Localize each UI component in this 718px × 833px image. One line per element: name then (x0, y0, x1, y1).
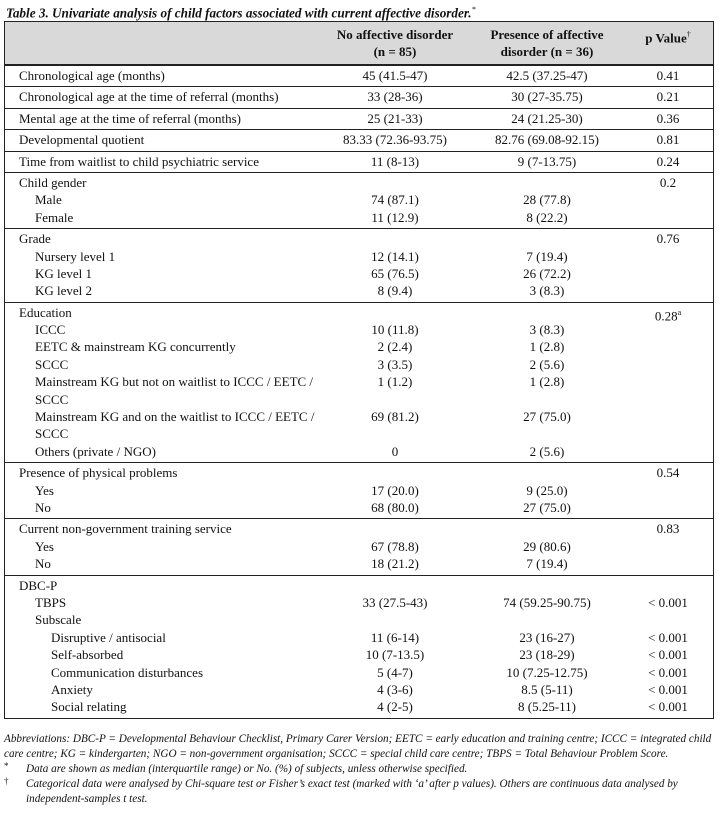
footnote-data-format: * Data are shown as median (interquartile range) or No. (%) of subjects, unless otherwise specified. (4, 761, 468, 775)
affective-value: 9 (25.0) (526, 482, 568, 498)
p-value: < 0.001 (648, 664, 688, 680)
affective-value: 3 (8.3) (529, 322, 565, 338)
table-row (5, 131, 713, 148)
no-affective-value: 8 (9.4) (377, 283, 413, 299)
p-value-cell (625, 698, 711, 715)
table-row (5, 88, 713, 105)
row-label: Developmental quotient (19, 132, 145, 148)
row-label: Self-absorbed (51, 647, 124, 663)
p-value: < 0.001 (648, 594, 688, 610)
affective-value: 82.76 (69.08-92.15) (495, 132, 599, 148)
row-label: Chronological age (months) (19, 68, 165, 83)
table-row (5, 482, 713, 499)
no-affective-value: 11 (6-14) (370, 629, 420, 645)
row-label: Disruptive / antisocial (51, 629, 166, 645)
no-affective-value: 68 (80.0) (371, 500, 419, 516)
table-row (5, 304, 713, 324)
row-label: Child gender (19, 174, 87, 190)
no-affective-value: 33 (28-36) (367, 89, 423, 105)
row-group (5, 87, 713, 108)
affective-value: 27 (75.0) (523, 409, 571, 425)
row-label: DBC-P (19, 577, 58, 593)
p-value-cell (625, 646, 711, 663)
p-value: < 0.001 (648, 681, 688, 697)
affective-value: 29 (80.6) (523, 538, 571, 554)
p-value-cell (625, 153, 711, 170)
no-affective-value: 65 (76.5) (371, 265, 419, 281)
footnote-statistical-tests: † Categorical data were analysed by Chi-square test or Fisher’s exact test (marked with ‘a’ after p values). Others are continuous data analysed by independent-samples t test. (4, 776, 678, 805)
row-group (5, 463, 713, 519)
affective-value: 2 (5.6) (529, 356, 565, 372)
p-value-cell (625, 520, 711, 537)
affective-value: 30 (27-35.75) (511, 89, 583, 105)
affective-value: 1 (2.8) (529, 374, 565, 390)
no-affective-value: 25 (21-33) (367, 110, 423, 126)
row-label: Yes (35, 538, 54, 554)
affective-value: 24 (21.25-30) (511, 110, 583, 126)
no-affective-value: 12 (14.1) (371, 248, 419, 264)
header-no-affective-disorder: No affective disorder (n = 85) (336, 27, 454, 59)
row-label: KG level 1 (35, 265, 93, 281)
row-label: Others (private / NGO) (35, 443, 156, 459)
no-affective-value: 83.33 (72.36-93.75) (343, 132, 447, 148)
no-affective-value: 2 (2.4) (377, 339, 413, 355)
row-label: Mainstream KG but not on waitlist to ICCC / EETC / SCCC (35, 374, 314, 407)
p-value-cell (625, 464, 711, 481)
table-row (5, 664, 713, 681)
p-value: 0.28 (654, 308, 678, 324)
affective-value: 10 (7.25-12.75) (506, 664, 588, 680)
table-row (5, 338, 713, 355)
row-group (5, 130, 713, 151)
table-row (5, 209, 713, 226)
p-value: 0.76 (656, 231, 680, 247)
table-row (5, 282, 713, 299)
table-header (5, 22, 713, 66)
affective-value: 23 (18-29) (519, 647, 575, 663)
row-label: TBPS (35, 594, 67, 610)
table-row (5, 153, 713, 170)
no-affective-value: 33 (27.5-43) (362, 594, 428, 610)
row-label: No (35, 556, 51, 572)
row-label: Mainstream KG and on the waitlist to ICCC / EETC / SCCC (35, 409, 315, 442)
caption-text: Table 3. Univariate analysis of child factors associated with current affective disorder. (6, 5, 472, 21)
p-value-cell (625, 664, 711, 681)
p-value-cell (625, 174, 711, 191)
row-label: Time from waitlist to child psychiatric service (19, 153, 259, 169)
p-value-cell (625, 110, 711, 127)
no-affective-value: 3 (3.5) (377, 356, 413, 372)
no-affective-value: 11 (12.9) (371, 209, 419, 225)
p-value-cell (625, 67, 711, 84)
no-affective-value: 18 (21.2) (371, 556, 419, 572)
affective-value: 7 (19.4) (526, 556, 568, 572)
p-value: 0.81 (656, 132, 680, 148)
caption-footnote-mark: * (471, 5, 476, 14)
p-value: 0.83 (656, 521, 680, 537)
table-row (5, 464, 713, 481)
table-row (5, 373, 713, 408)
affective-value: 8.5 (5-11) (521, 681, 573, 697)
row-group (5, 173, 713, 229)
table-row (5, 174, 713, 191)
p-value: 0.54 (656, 465, 680, 481)
row-label: Subscale (35, 612, 82, 628)
row-label: Social relating (51, 699, 127, 715)
affective-value: 8 (22.2) (526, 209, 568, 225)
p-value-cell (625, 681, 711, 698)
p-value-cell (625, 629, 711, 646)
row-label: Grade (19, 231, 51, 247)
table-row (5, 555, 713, 572)
p-value-cell (625, 88, 711, 105)
table-row (5, 698, 713, 715)
row-group (5, 576, 713, 718)
table-row (5, 67, 713, 84)
table-row (5, 248, 713, 265)
row-group (5, 519, 713, 575)
header-presence-affective-disorder: Presence of affective disorder (n = 36) (490, 27, 604, 59)
row-group (5, 109, 713, 130)
no-affective-value: 69 (81.2) (371, 409, 419, 425)
row-group (5, 303, 713, 464)
p-value: 0.41 (656, 68, 680, 83)
row-label: ICCC (35, 322, 66, 338)
row-label: Communication disturbances (51, 664, 204, 680)
row-group (5, 152, 713, 173)
table-row (5, 408, 713, 443)
table-row (5, 110, 713, 127)
affective-value: 74 (59.25-90.75) (503, 594, 591, 610)
table-row (5, 577, 713, 594)
table-row (5, 191, 713, 208)
affective-value: 3 (8.3) (529, 283, 565, 299)
p-value-mark: a (677, 307, 682, 317)
row-label: KG level 2 (35, 283, 93, 299)
row-label: Female (35, 209, 74, 225)
no-affective-value: 74 (87.1) (371, 192, 419, 208)
row-group (5, 229, 713, 303)
affective-value: 23 (16-27) (519, 629, 575, 645)
abbreviations-note: Abbreviations: DBC-P = Developmental Behaviour Checklist, Primary Carer Version; EETC = early education and training centre; ICCC = integrated child care centre; KG = kindergarten; NGO = non-government organisation; SCCC = special child care centre; TBPS = Total Behaviour Problem Score. (4, 733, 712, 760)
row-label: SCCC (35, 356, 69, 372)
no-affective-value: 67 (78.8) (371, 538, 419, 554)
p-value: < 0.001 (648, 699, 688, 715)
affective-value: 42.5 (37.25-47) (506, 68, 588, 83)
p-value: 0.24 (656, 153, 680, 169)
table-row (5, 629, 713, 646)
row-label: Male (35, 192, 62, 208)
no-affective-value: 4 (2-5) (377, 699, 413, 715)
p-value: < 0.001 (648, 629, 688, 645)
table-row (5, 321, 713, 338)
affective-value: 27 (75.0) (523, 500, 571, 516)
table-notes (4, 732, 712, 807)
table-row (5, 646, 713, 663)
row-label: No (35, 500, 51, 516)
row-label: Chronological age at the time of referral (months) (19, 89, 279, 105)
p-value-cell (625, 131, 711, 148)
no-affective-value: 45 (41.5-47) (362, 68, 428, 83)
table-row (5, 520, 713, 537)
header-p-value: p Value† (645, 30, 691, 46)
no-affective-value: 0 (391, 443, 399, 459)
table-row (5, 681, 713, 698)
p-value: 0.36 (656, 110, 680, 126)
results-table (4, 21, 714, 719)
affective-value: 26 (72.2) (523, 265, 571, 281)
row-label: Mental age at the time of referral (months) (19, 110, 241, 126)
table-body (5, 66, 713, 718)
no-affective-value: 10 (7-13.5) (365, 647, 425, 663)
row-label: Anxiety (51, 681, 93, 697)
table-row (5, 265, 713, 282)
no-affective-value: 17 (20.0) (371, 482, 419, 498)
row-label: Yes (35, 482, 54, 498)
affective-value: 28 (77.8) (523, 192, 571, 208)
affective-value: 2 (5.6) (529, 443, 565, 459)
no-affective-value: 1 (1.2) (377, 374, 413, 390)
row-label: Education (19, 304, 72, 320)
p-value: 0.2 (659, 174, 677, 190)
p-value: 0.21 (656, 89, 680, 105)
affective-value: 7 (19.4) (526, 248, 568, 264)
affective-value: 9 (7-13.75) (517, 153, 577, 169)
table-row (5, 611, 713, 628)
table-row (5, 230, 713, 247)
p-value-cell (625, 230, 711, 247)
affective-value: 8 (5.25-11) (517, 699, 576, 715)
table-row (5, 356, 713, 373)
table-caption (6, 2, 712, 21)
no-affective-value: 4 (3-6) (377, 681, 413, 697)
p-value-cell (625, 594, 711, 611)
table-row (5, 538, 713, 555)
table-row (5, 499, 713, 516)
row-label: EETC & mainstream KG concurrently (35, 339, 236, 355)
row-group (5, 66, 713, 87)
no-affective-value: 10 (11.8) (371, 322, 419, 338)
row-label: Nursery level 1 (35, 248, 116, 264)
table-row (5, 443, 713, 460)
table-row (5, 594, 713, 611)
no-affective-value: 5 (4-7) (377, 664, 413, 680)
p-value: < 0.001 (648, 647, 688, 663)
row-label: Current non-government training service (19, 521, 232, 537)
affective-value: 1 (2.8) (529, 339, 565, 355)
row-label: Presence of physical problems (19, 465, 178, 481)
no-affective-value: 11 (8-13) (370, 153, 420, 169)
